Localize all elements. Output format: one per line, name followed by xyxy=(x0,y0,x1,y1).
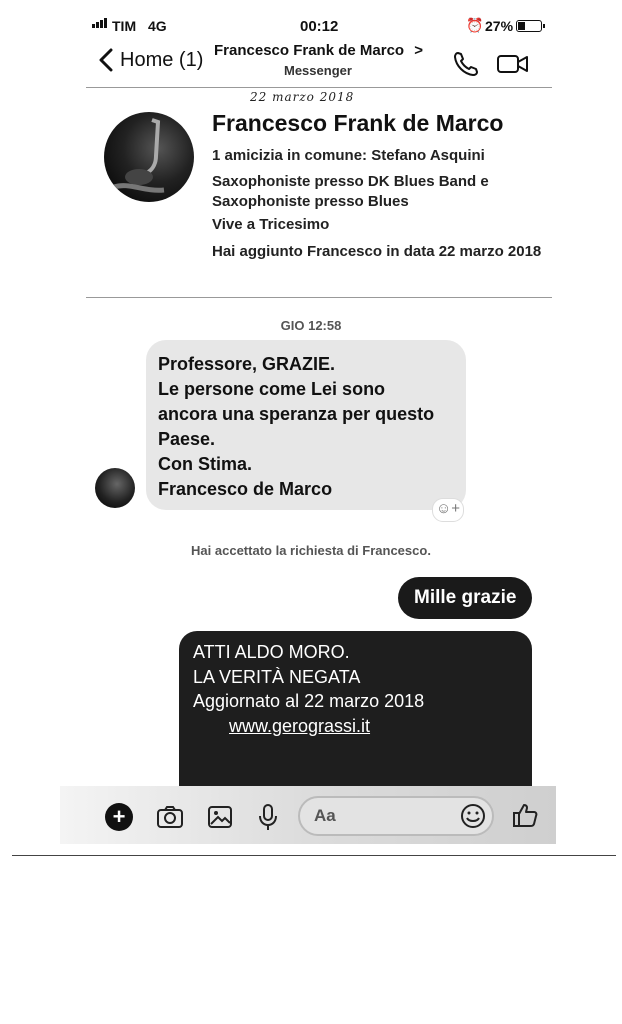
profile-work: Saxophoniste presso DK Blues Band e Saxophoniste presso Blues xyxy=(212,173,489,210)
camera-icon[interactable] xyxy=(155,802,185,832)
incoming-message-text: Professore, GRAZIE. Le persone come Lei sono ancora una speranza per questo Paese. Con Stima. Francesco de Marco xyxy=(158,354,435,499)
page-bottom-rule xyxy=(12,855,616,856)
carrier-label: TIM xyxy=(112,18,137,34)
conversation-title[interactable] xyxy=(214,42,423,59)
alarm-icon: ⏰ xyxy=(466,17,484,33)
card-line-2: LA VERITÀ NEGATA xyxy=(193,667,361,687)
card-line-3: Aggiornato al 22 marzo 2018 xyxy=(193,691,425,711)
card-line-1: ATTI ALDO MORO. xyxy=(193,642,350,662)
signal-icon xyxy=(92,18,107,28)
handwritten-note: 22 marzo 2018 xyxy=(250,90,355,104)
mutual-friends[interactable]: 1 amicizia in comune: Stefano Asquini xyxy=(212,147,485,164)
header-divider xyxy=(86,87,552,88)
plus-icon[interactable]: + xyxy=(105,803,133,831)
profile-divider xyxy=(86,297,552,298)
battery-icon xyxy=(516,20,542,32)
profile-name: Francesco Frank de Marco xyxy=(212,110,504,136)
profile-avatar[interactable] xyxy=(104,112,194,202)
conversation-title-text: Francesco Frank de Marco xyxy=(214,42,405,59)
clock: 00:12 xyxy=(300,18,339,35)
chevron-right-icon: > xyxy=(414,42,424,59)
network-label: 4G xyxy=(148,18,167,34)
phone-icon[interactable] xyxy=(452,50,480,78)
battery-percent: 27% xyxy=(485,18,514,34)
system-message: Hai accettato la richiesta di Francesco. xyxy=(191,543,431,558)
conversation-subtitle: Messenger xyxy=(284,63,352,78)
back-label: Home (1) xyxy=(120,48,204,71)
saxophone-photo xyxy=(104,112,194,202)
back-chevron-icon xyxy=(98,48,114,72)
card-link[interactable]: www.gerograssi.it xyxy=(229,716,371,736)
sender-avatar[interactable] xyxy=(95,468,135,508)
add-reaction-icon[interactable]: ☺+ xyxy=(432,498,464,522)
status-bar xyxy=(0,14,622,38)
message-input-placeholder: Aa xyxy=(314,806,336,825)
day-timestamp: GIO 12:58 xyxy=(280,318,342,333)
video-camera-icon[interactable] xyxy=(496,50,530,78)
image-icon[interactable] xyxy=(205,802,235,832)
microphone-icon[interactable] xyxy=(253,802,283,832)
profile-added-date: Hai aggiunto Francesco in data 22 marzo 2018 xyxy=(212,243,542,260)
back-button[interactable] xyxy=(98,48,203,72)
outgoing-message-bubble[interactable]: Mille grazie xyxy=(398,577,532,619)
profile-location: Vive a Tricesimo xyxy=(212,216,330,233)
thumbs-up-icon[interactable] xyxy=(511,801,539,829)
emoji-icon[interactable] xyxy=(459,802,487,830)
